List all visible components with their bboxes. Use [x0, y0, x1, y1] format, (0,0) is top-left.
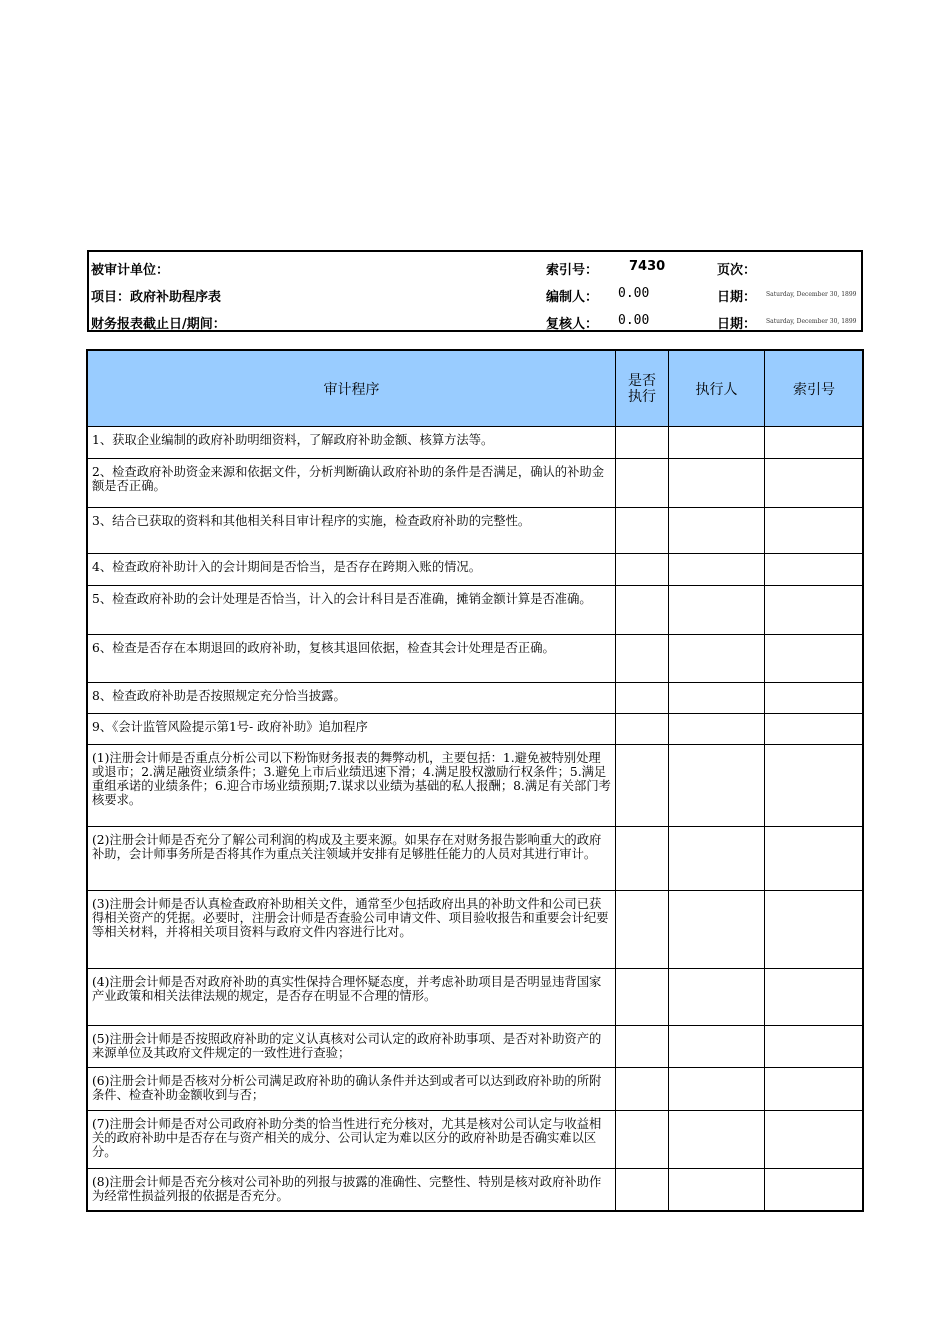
- index-cell[interactable]: [765, 508, 864, 554]
- col-header-index: 索引号: [765, 351, 864, 427]
- procedure-step: (7)注册会计师是否对公司政府补助分类的恰当性进行充分核对，尤其是核对公司认定与收益相关的政府补助中是否存在与资产相关的成分、公司认定为难以区分的政府补助是否确实难以区分。: [88, 1111, 616, 1169]
- procedure-step: 2、检查政府补助资金来源和依据文件，分析判断确认政府补助的条件是否满足，确认的补助金额是否正确。: [88, 459, 616, 508]
- table-row: [88, 635, 864, 683]
- procedure-step: 4、检查政府补助计入的会计期间是否恰当，是否存在跨期入账的情况。: [88, 554, 616, 586]
- period-label: 财务报表截止日/期间：: [91, 317, 226, 332]
- index-cell[interactable]: [765, 1026, 864, 1068]
- index-cell[interactable]: [765, 1068, 864, 1111]
- header-info-box: [87, 250, 863, 332]
- table-row: [88, 969, 864, 1026]
- procedure-step: 6、检查是否存在本期退回的政府补助，复核其退回依据，检查其会计处理是否正确。: [88, 635, 616, 683]
- executor-cell[interactable]: [669, 508, 765, 554]
- col-header-executed: [616, 351, 669, 427]
- procedure-step: (4)注册会计师是否对政府补助的真实性保持合理怀疑态度，并考虑补助项目是否明显违背国家产业政策和相关法律法规的规定，是否存在明显不合理的情形。: [88, 969, 616, 1026]
- executed-cell[interactable]: [616, 554, 669, 586]
- procedure-step: 9、《会计监管风险提示第1号- 政府补助》追加程序: [88, 714, 616, 745]
- col-header-executed-text: 是否执行: [627, 372, 656, 405]
- index-cell[interactable]: [765, 427, 864, 459]
- page-label: 页次：: [717, 263, 757, 278]
- index-cell[interactable]: [765, 1169, 864, 1211]
- procedure-step: (6)注册会计师是否核对分析公司满足政府补助的确认条件并达到或者可以达到政府补助的所附条件、检查补助金额收到与否；: [88, 1068, 616, 1111]
- index-label: 索引号：: [546, 263, 599, 278]
- procedure-step: 5、检查政府补助的会计处理是否恰当，计入的会计科目是否准确，摊销金额计算是否准确。: [88, 586, 616, 635]
- index-cell[interactable]: [765, 745, 864, 827]
- executed-cell[interactable]: [616, 714, 669, 745]
- date-value-1: Saturday, December 30, 1899: [766, 291, 857, 298]
- index-cell[interactable]: [765, 586, 864, 635]
- table-row: [88, 745, 864, 827]
- executed-cell[interactable]: [616, 635, 669, 683]
- index-cell[interactable]: [765, 891, 864, 969]
- table-row: [88, 1026, 864, 1068]
- index-cell[interactable]: [765, 683, 864, 714]
- executor-cell[interactable]: [669, 1026, 765, 1068]
- executed-cell[interactable]: [616, 427, 669, 459]
- index-cell[interactable]: [765, 714, 864, 745]
- executed-cell[interactable]: [616, 459, 669, 508]
- executed-cell[interactable]: [616, 1026, 669, 1068]
- executor-cell[interactable]: [669, 891, 765, 969]
- procedure-step: (1)注册会计师是否重点分析公司以下粉饰财务报表的舞弊动机，主要包括：1.避免被特别处理或退市；2.满足融资业绩条件；3.避免上市后业绩迅速下滑；4.满足股权激励行权条件；5.满足重组承诺的业绩条件；6.迎合市场业绩预期;7.谋求以业绩为基础的私人报酬；8.满足有关部门考核要求。: [88, 745, 616, 827]
- executor-cell[interactable]: [669, 554, 765, 586]
- project-label: 项目：政府补助程序表: [91, 290, 222, 305]
- reviewer-value: 0.00: [618, 313, 650, 328]
- audited-unit-label: 被审计单位：: [91, 263, 170, 278]
- table-row: [88, 827, 864, 891]
- procedure-step: 8、检查政府补助是否按照规定充分恰当披露。: [88, 683, 616, 714]
- executed-cell[interactable]: [616, 827, 669, 891]
- table-row: [88, 508, 864, 554]
- executed-cell[interactable]: [616, 745, 669, 827]
- executed-cell[interactable]: [616, 683, 669, 714]
- table-row: [88, 1068, 864, 1111]
- index-cell[interactable]: [765, 635, 864, 683]
- table-row: [88, 891, 864, 969]
- executor-cell[interactable]: [669, 1068, 765, 1111]
- table-row: [88, 586, 864, 635]
- table-row: [88, 1111, 864, 1169]
- procedure-step: (3)注册会计师是否认真检查政府补助相关文件，通常至少包括政府出具的补助文件和公司已获得相关资产的凭据。必要时，注册会计师是否查验公司申请文件、项目验收报告和重要会计纪要等相关材料，并将相关项目资料与政府文件内容进行比对。: [88, 891, 616, 969]
- index-cell[interactable]: [765, 459, 864, 508]
- index-cell[interactable]: [765, 827, 864, 891]
- table-row: [88, 554, 864, 586]
- executed-cell[interactable]: [616, 891, 669, 969]
- date-label-2: 日期：: [717, 317, 757, 332]
- table-row: [88, 427, 864, 459]
- executor-cell[interactable]: [669, 683, 765, 714]
- table-row: [88, 1169, 864, 1211]
- table-row: [88, 683, 864, 714]
- executor-cell[interactable]: [669, 459, 765, 508]
- executor-cell[interactable]: [669, 635, 765, 683]
- audit-procedure-table: [87, 350, 864, 1211]
- table-row: [88, 459, 864, 508]
- executor-cell[interactable]: [669, 427, 765, 459]
- executed-cell[interactable]: [616, 586, 669, 635]
- executor-cell[interactable]: [669, 1111, 765, 1169]
- executor-cell[interactable]: [669, 827, 765, 891]
- index-cell[interactable]: [765, 969, 864, 1026]
- executor-cell[interactable]: [669, 969, 765, 1026]
- index-cell[interactable]: [765, 1111, 864, 1169]
- executor-cell[interactable]: [669, 714, 765, 745]
- procedure-step: (2)注册会计师是否充分了解公司利润的构成及主要来源。如果存在对财务报告影响重大的政府补助，会计师事务所是否将其作为重点关注领域并安排有足够胜任能力的人员对其进行审计。: [88, 827, 616, 891]
- executed-cell[interactable]: [616, 508, 669, 554]
- preparer-value: 0.00: [618, 286, 650, 301]
- executor-cell[interactable]: [669, 586, 765, 635]
- col-header-procedure: 审计程序: [88, 351, 616, 427]
- index-value: 7430: [629, 259, 666, 274]
- procedure-step: (5)注册会计师是否按照政府补助的定义认真核对公司认定的政府补助事项、是否对补助资产的来源单位及其政府文件规定的一致性进行查验；: [88, 1026, 616, 1068]
- procedure-step: 3、结合已获取的资料和其他相关科目审计程序的实施，检查政府补助的完整性。: [88, 508, 616, 554]
- executed-cell[interactable]: [616, 1068, 669, 1111]
- preparer-label: 编制人：: [546, 290, 599, 305]
- executed-cell[interactable]: [616, 1169, 669, 1211]
- executed-cell[interactable]: [616, 1111, 669, 1169]
- table-header-row: [88, 351, 864, 427]
- date-label-1: 日期：: [717, 290, 757, 305]
- col-header-executor: 执行人: [669, 351, 765, 427]
- executed-cell[interactable]: [616, 969, 669, 1026]
- reviewer-label: 复核人：: [546, 317, 599, 332]
- date-value-2: Saturday, December 30, 1899: [766, 318, 857, 325]
- executor-cell[interactable]: [669, 745, 765, 827]
- table-row: [88, 714, 864, 745]
- procedure-step: (8)注册会计师是否充分核对公司补助的列报与披露的准确性、完整性、特别是核对政府补助作为经常性损益列报的依据是否充分。: [88, 1169, 616, 1211]
- executor-cell[interactable]: [669, 1169, 765, 1211]
- procedure-step: 1、获取企业编制的政府补助明细资料，了解政府补助金额、核算方法等。: [88, 427, 616, 459]
- index-cell[interactable]: [765, 554, 864, 586]
